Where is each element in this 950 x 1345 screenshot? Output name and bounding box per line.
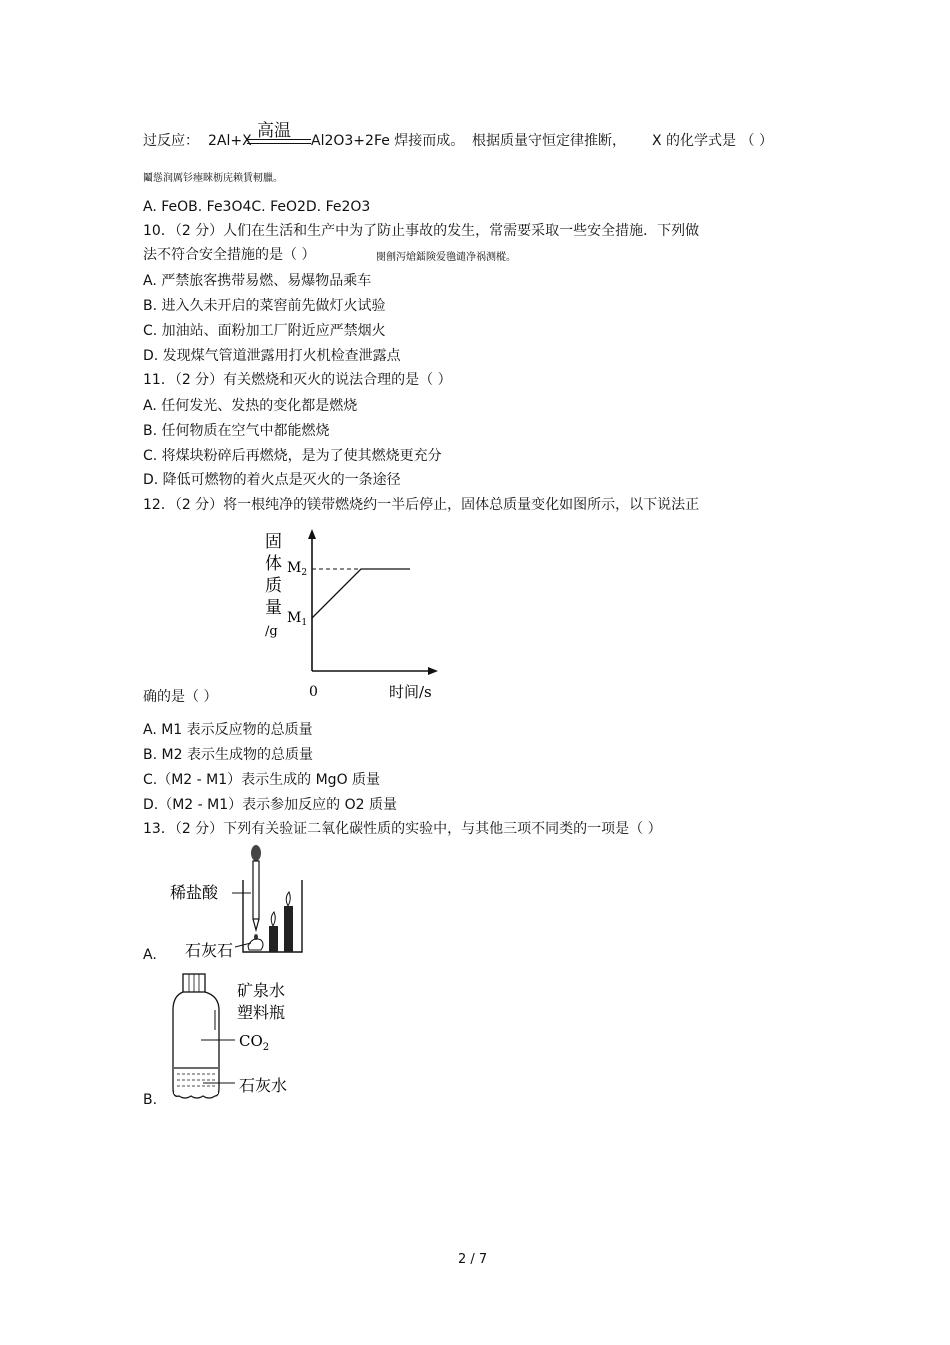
q13-option-b-label: B. [143, 1092, 158, 1108]
q13-figure-a [165, 840, 315, 965]
q12-ylabel-char-2: 体 [265, 554, 282, 574]
q13a-dropper-tube [253, 861, 259, 919]
q12-mass-curve [312, 569, 410, 618]
q13b-gas-label: $CO_2$ [239, 1032, 270, 1053]
q11-option-b: B. 任何物质在空气中都能燃烧 [143, 423, 330, 439]
q9-noise-text: 鬮慫润厲钐瘞睞枥庑赖賃軔臘。 [143, 173, 283, 184]
q13a-dropper-bulb [251, 845, 261, 861]
q12-option-d: D.（M2 - M1）表示参加反应的 O2 质量 [143, 797, 397, 813]
q12-y-axis-arrow [308, 529, 316, 539]
q12-option-c: C.（M2 - M1）表示生成的 MgO 质量 [143, 772, 381, 788]
q10-option-c: C. 加油站、面粉加工厂附近应严禁烟火 [143, 323, 386, 339]
q13a-candle-flame-1 [271, 912, 275, 926]
q12-stem-end: 确的是（ ） [143, 689, 218, 705]
q13a-limestone [248, 939, 263, 950]
q10-option-b: B. 进入久未开启的菜窖前先做灯火试验 [143, 298, 386, 314]
q13-stem: 13．（2 分）下列有关验证二氧化碳性质的实验中，与其他三项不同类的一项是（ ） [143, 821, 662, 837]
q12-mass-time-graph [255, 525, 455, 705]
q13-figure-b [165, 970, 305, 1105]
q9-equation-bar-top [247, 139, 311, 140]
q13a-acid-label: 稀盐酸 [170, 883, 219, 902]
q10-stem-line1: 10．（2 分）人们在生活和生产中为了防止事故的发生，常需要采取一些安全措施．下列做 [143, 223, 700, 239]
q12-ylabel-char-3: 质 [265, 576, 282, 596]
q13a-step-low [269, 926, 278, 952]
q13a-step-high [284, 906, 293, 952]
q12-option-a: A. M1 表示反应物的总质量 [143, 722, 313, 738]
q12-origin-label: 0 [309, 684, 318, 700]
q13-option-a-label: A. [143, 947, 157, 963]
q9-reaction-condition: 高温 [257, 121, 291, 141]
q10-option-a: A. 严禁旅客携带易燃、易爆物品乘车 [143, 273, 372, 289]
q13a-stone-label: 石灰石 [185, 941, 234, 960]
q12-m1-label: $M_1$ [287, 610, 308, 628]
q10-noise-text: 閿劊泻熗鐳険爱氇谴净祸测樅。 [376, 252, 516, 263]
q12-x-axis-label: 时间/s [389, 683, 432, 701]
q13a-dropper-tip [253, 919, 259, 930]
q12-stem: 12．（2 分）将一根纯净的镁带燃烧约一半后停止，固体总质量变化如图所示，以下说法正 [143, 497, 700, 513]
q9-tail: 根据质量守恒定律推断， [472, 133, 626, 149]
q11-option-a: A. 任何发光、发热的变化都是燃烧 [143, 398, 358, 414]
q13b-bottle-label-2: 塑料瓶 [237, 1003, 286, 1022]
q13b-limewater [174, 1068, 218, 1094]
q12-ylabel-char-4: 量 [265, 598, 282, 618]
q12-m2-label: $M_2$ [287, 560, 308, 578]
q13b-water-label: 石灰水 [239, 1076, 288, 1095]
q9-equation-bar-bottom [247, 143, 311, 144]
q9-options: A. FeOB. Fe3O4C. FeO2D. Fe2O3 [143, 199, 371, 215]
q9-equation-left: 2Al+X [208, 133, 252, 149]
q11-stem: 11．（2 分）有关燃烧和灭火的说法合理的是（ ） [143, 372, 452, 388]
q9-equation-right: Al2O3+2Fe 焊接而成。 [311, 133, 465, 149]
q10-stem-line2: 法不符合安全措施的是（ ） [143, 247, 316, 263]
q11-option-c: C. 将煤块粉碎后再燃烧，是为了使其燃烧更充分 [143, 448, 442, 464]
q13a-candle-flame-2 [286, 892, 290, 906]
q12-option-b: B. M2 表示生成物的总质量 [143, 747, 313, 763]
q10-option-d: D. 发现煤气管道泄露用打火机检查泄露点 [143, 348, 401, 364]
q12-ylabel-char-5: /g [265, 624, 278, 639]
q13b-bottle-label-1: 矿泉水 [237, 981, 286, 1000]
q12-x-axis-arrow [428, 667, 438, 675]
page-number: 2 / 7 [458, 1252, 488, 1267]
q9-question: X 的化学式是 （ ） [652, 133, 773, 149]
q9-prefix: 过反应： [143, 133, 199, 149]
q11-option-d: D. 降低可燃物的着火点是灭火的一条途径 [143, 472, 401, 488]
q12-ylabel-char-1: 固 [265, 532, 282, 552]
